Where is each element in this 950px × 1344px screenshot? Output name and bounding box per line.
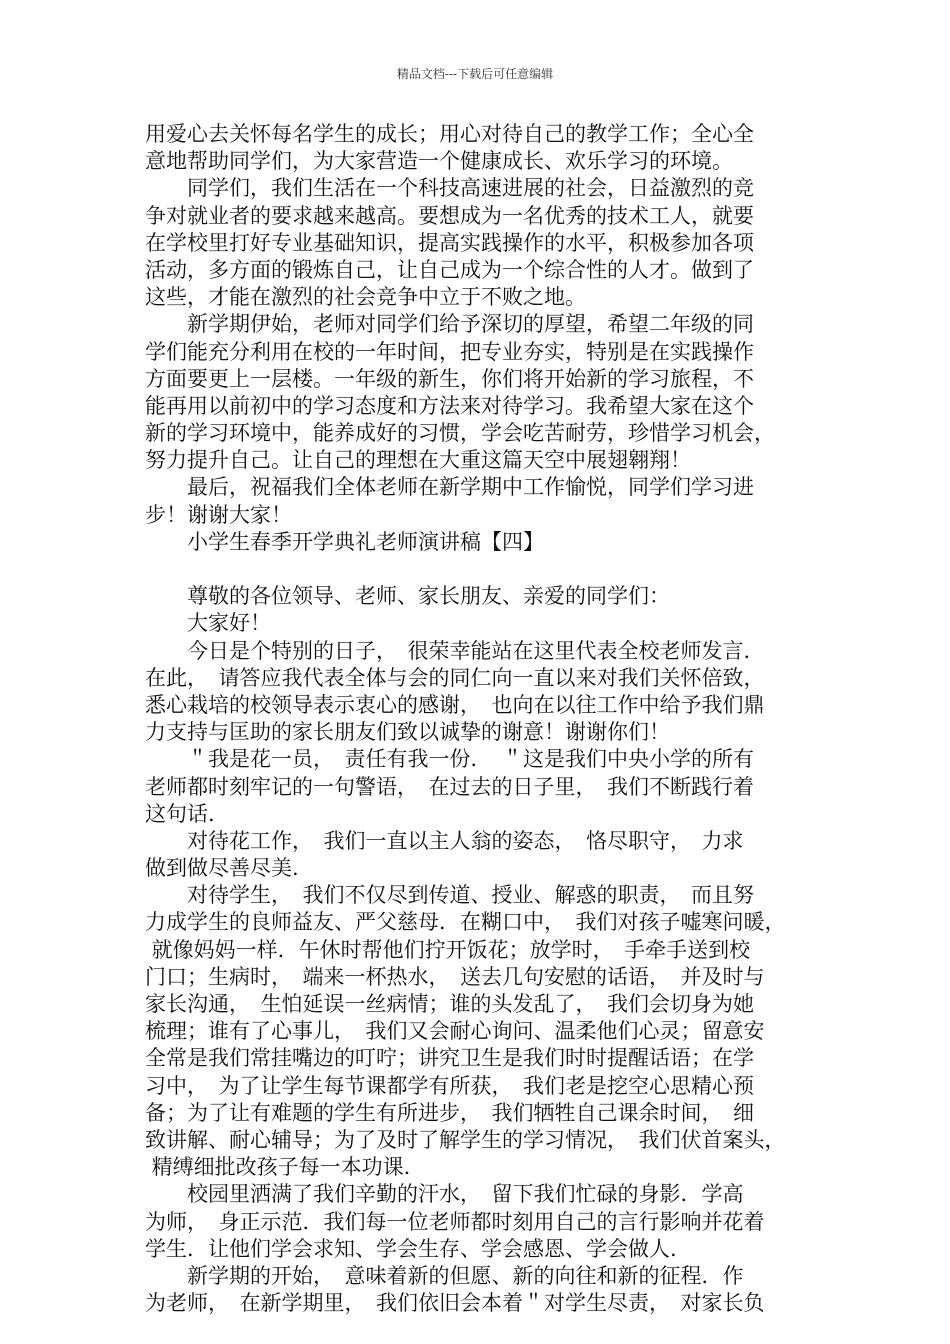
text-line: 老师都时刻牢记的一句警语， 在过去的日子里， 我们不断践行着 (145, 774, 754, 799)
text-line: 活动，多方面的锻炼自己，让自己成为一个综合性的人才。做到了 (145, 257, 754, 282)
text-line: 新学期伊始，老师对同学们给予深切的厚望，希望二年级的同 (145, 312, 754, 337)
text-line: 尊敬的各位领导、老师、家长朋友、亲爱的同学们： (145, 584, 670, 609)
text-line: 意地帮助同学们，为大家营造一个健康成长、欢乐学习的环境。 (145, 149, 733, 174)
text-line: 争对就业者的要求越来越高。要想成为一名优秀的技术工人，就要 (145, 203, 754, 228)
text-line: 这些，才能在激烈的社会竞争中立于不败之地。 (145, 285, 586, 310)
page-header: 精品文档---下载后可任意编辑 (396, 67, 554, 81)
text-line: 梳理；谁有了心事儿， 我们又会耐心询问、温柔他们心灵；留意安 (145, 1019, 765, 1044)
text-line: 精缚细批改孩子每一本功课. (145, 1155, 411, 1180)
text-line: 同学们，我们生活在一个科技高速进展的社会，日益激烈的竞 (145, 176, 754, 201)
text-line: 就像妈妈一样．午休时帮他们拧开饭花；放学时， 手牵手送到校 (145, 937, 751, 962)
text-line: 在此， 请答应我代表全体与会的同仁向一直以来对我们关怀倍致， (145, 665, 765, 690)
text-line: 今日是个特别的日子， 很荣幸能站在这里代表全校老师发言． (145, 638, 765, 663)
text-line: 悉心栽培的校领导表示衷心的感谢， 也向在以往工作中给予我们鼎 (145, 692, 765, 717)
text-line (145, 556, 810, 583)
text-line: 对待花工作， 我们一直以主人翁的姿态， 恪尽职守， 力求 (145, 828, 744, 853)
text-line: 步！谢谢大家！ (145, 502, 292, 527)
text-line: 力成学生的良师益友、严父慈母．在糊口中， 我们对孩子嘘寒问暖， (145, 910, 786, 935)
text-line: 能再用以前初中的学习态度和方法来对待学习。我希望大家在这个 (145, 393, 754, 418)
text-line: 全常是我们常挂嘴边的叮咛；讲究卫生是我们时时提醒话语；在学 (145, 1046, 754, 1071)
text-line: 这句话. (145, 801, 215, 826)
text-line: 努力提升自己。让自己的理想在大重这篇天空中展翅翱翔！ (145, 448, 691, 473)
text-line: 在学校里打好专业基础知识，提高实践操作的水平，积极参加各项 (145, 230, 754, 255)
text-line: 为老师， 在新学期里， 我们依旧会本着＂对学生尽责， 对家长负 (145, 1291, 765, 1316)
text-line: 门口；生病时， 端来一杯热水， 送去几句安慰的话语， 并及时与 (145, 964, 765, 989)
text-line: 用爱心去关怀每名学生的成长；用心对待自己的教学工作；全心全 (145, 122, 754, 146)
text-line: 习中， 为了让学生每节课都学有所获， 我们老是挖空心思精心预 (145, 1073, 754, 1098)
text-line: 备；为了让有难题的学生有所进步， 我们牺牲自己课余时间， 细 (145, 1100, 754, 1125)
text-line: 小学生春季开学典礼老师演讲稿【四】 (145, 529, 544, 554)
text-line: 学们能充分利用在校的一年时间，把专业夯实，特别是在实践操作 (145, 339, 754, 364)
text-line: 最后，祝福我们全体老师在新学期中工作愉悦，同学们学习进 (145, 475, 754, 500)
text-line: 对待学生， 我们不仅尽到传道、授业、解惑的职责， 而且努 (145, 883, 754, 908)
text-line: ＂我是花一员， 责任有我一份． ＂这是我们中央小学的所有 (145, 747, 754, 772)
document-body (145, 121, 810, 1317)
text-line: 做到做尽善尽美. (145, 856, 299, 881)
text-line: 方面要更上一层楼。一年级的新生，你们将开始新的学习旅程，不 (145, 366, 754, 391)
text-line: 校园里洒满了我们辛勤的汗水， 留下我们忙碌的身影．学高 (145, 1182, 744, 1207)
text-line: 力支持与匡助的家长朋友们致以诚挚的谢意！谢谢你们！ (145, 720, 670, 745)
text-line: 为师， 身正示范．我们每一位老师都时刻用自己的言行影响并花着 (145, 1209, 765, 1234)
text-line: 大家好！ (145, 611, 271, 636)
text-line: 致讲解、耐心辅导；为了及时了解学生的学习情况， 我们伏首案头， (145, 1127, 786, 1152)
text-line: 家长沟通， 生怕延误一丝病情；谁的头发乱了， 我们会切身为她 (145, 992, 754, 1016)
text-line: 新的学习环境中，能养成好的习惯，学会吃苦耐劳，珍惜学习机会， (145, 421, 775, 446)
text-line: 新学期的开始， 意味着新的但愿、新的向往和新的征程．作 (145, 1263, 744, 1288)
text-line: 学生．让他们学会求知、学会生存、学会感恩、学会做人. (145, 1236, 677, 1261)
